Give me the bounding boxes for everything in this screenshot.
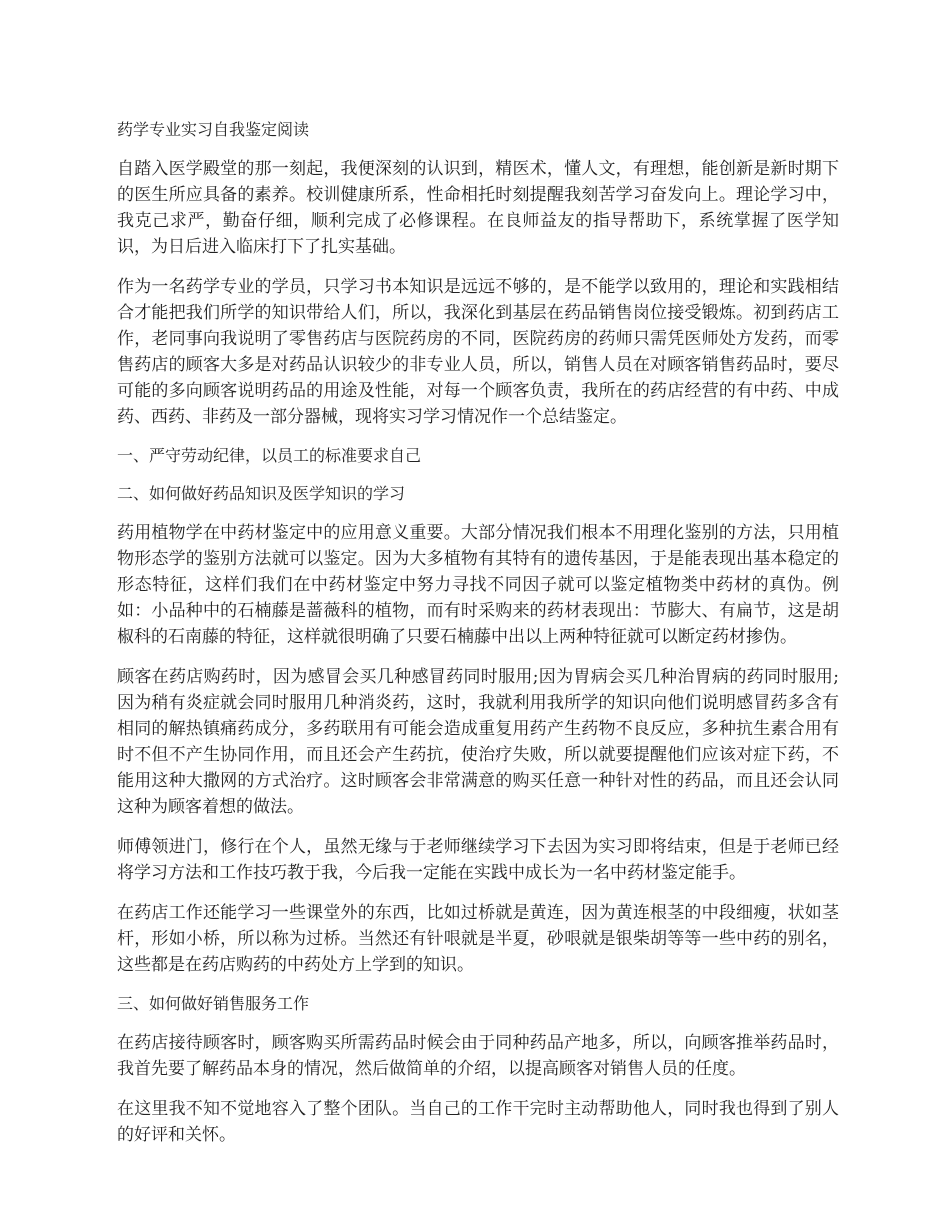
document-title: 药学专业实习自我鉴定阅读 (117, 120, 310, 139)
paragraph-botany: 药用植物学在中药材鉴定中的应用意义重要。大部分情况我们根本不用理化鉴别的方法，只用植物形态学的鉴别方法就可以鉴定。因为大多植物有其特有的遗传基因，于是能表现出基本稳定的形态特征，这样们我们在中药材鉴定中努力寻找不同因子就可以鉴定植物类中药材的真伪。例如：小品种中的石楠藤是蔷薇科的植物，而有时采购来的药材表现出：节膨大、有扁节，这是胡椒科的石南藤的特征，这样就很明确了只要石楠藤中出以上两种特征就可以断定药材掺伪。 (117, 523, 839, 647)
paragraph-mentor: 师傅领进门，修行在个人，虽然无缘与于老师继续学习下去因为实习即将结束，但是于老师已经将学习方法和工作技巧教于我，今后我一定能在实践中成长为一名中药材鉴定能手。 (117, 837, 839, 883)
paragraph-customers: 顾客在药店购药时，因为感冒会买几种感冒药同时服用;因为胃病会买几种治胃病的药同时服用;因为稍有炎症就会同时服用几种消炎药，这时，我就利用我所学的知识向他们说明感冒药多含有相同的解热镇痛药成分，多药联用有可能会造成重复用药产生药物不良反应，多种抗生素合用有时不但不产生协同作用，而且还会产生药抗，使治疗失败，所以就要提醒他们应该对症下药，不能用这种大撒网的方式治疗。这时顾客会非常满意的购买任意一种针对性的药品，而且还会认同这种为顾客着想的做法。 (117, 667, 839, 817)
paragraph-herb-names: 在药店工作还能学习一些课堂外的东西，比如过桥就是黄连，因为黄连根茎的中段细瘦，状如茎杆，形如小桥，所以称为过桥。当然还有针哏就是半夏，砂哏就是银柴胡等等一些中药的别名，这些都是在药店购药的中药处方上学到的知识。 (117, 903, 839, 975)
section-heading-3: 三、如何做好销售服务工作 (117, 994, 310, 1013)
document-page (117, 118, 839, 1162)
paragraph-team: 在这里我不知不觉地容入了整个团队。当自己的工作干完时主动帮助他人，同时我也得到了别人的好评和关怀。 (117, 1099, 839, 1145)
paragraph-sales: 在药店接待顾客时，顾客购买所需药品时候会由于同种药品产地多，所以，向顾客推举药品时，我首先要了解药品本身的情况，然后做简单的介绍，以提高顾客对销售人员的任度。 (117, 1033, 839, 1079)
paragraph-intro: 自踏入医学殿堂的那一刻起，我便深刻的认识到，精医术，懂人文，有理想，能创新是新时期下的医生所应具备的素养。校训健康所系，性命相托时刻提醒我刻苦学习奋发向上。理论学习中，我克己求严，勤奋仔细，顺利完成了必修课程。在良师益友的指导帮助下，系统掌握了医学知识，为日后进入临床打下了扎实基础。 (117, 159, 839, 257)
section-heading-2: 二、如何做好药品知识及医学知识的学习 (117, 484, 406, 503)
paragraph-pharmacy-role: 作为一名药学专业的学员，只学习书本知识是远远不够的，是不能学以致用的，理论和实践相结合才能把我们所学的知识带给人们，所以，我深化到基层在药品销售岗位接受锻炼。初到药店工作，老同事向我说明了零售药店与医院药房的不同，医院药房的药师只需凭医师处方发药，而零售药店的顾客大多是对药品认识较少的非专业人员，所以，销售人员在对顾客销售药品时，要尽可能的多向顾客说明药品的用途及性能，对每一个顾客负责，我所在的药店经营的有中药、中成药、西药、非药及一部分器械，现将实习学习情况作一个总结鉴定。 (117, 277, 839, 427)
section-heading-1: 一、严守劳动纪律，以员工的标准要求自己 (117, 446, 422, 465)
